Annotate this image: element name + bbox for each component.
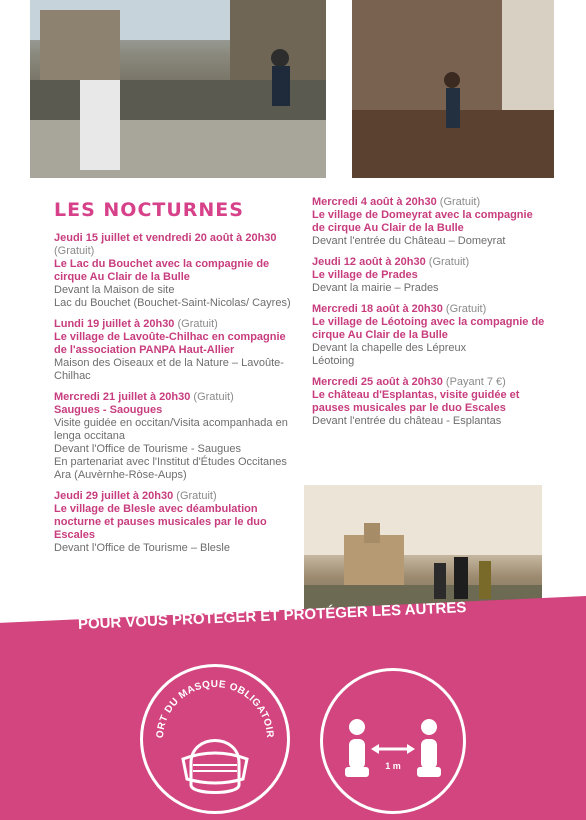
event-esplantas [312,376,548,428]
event-location: Devant la mairie – Prades [312,282,439,294]
event-name: Le village de Blesle avec déambulation nocturne et pauses musicales par le duo Escales [54,503,267,541]
event-location: Devant l'Office de Tourisme - Saugues [54,443,241,455]
event-date: Jeudi 12 août à 20h30 [312,256,426,268]
event-location: Devant la Maison de site [54,284,175,296]
event-blesle [54,490,294,555]
event-name: Le village de Prades [312,269,418,281]
mask-badge [140,664,290,814]
event-date: Mercredi 18 août à 20h30 [312,303,443,315]
event-location: Devant l'entrée du Château – Domeyrat [312,235,506,247]
event-location: Visite guidée en occitan/Visita acompanhada en lenga occitana [54,417,288,442]
event-name: Saugues - Saougues [54,404,163,416]
mask-icon [143,667,287,811]
social-distance-icon [323,671,463,811]
event-location: Maison des Oiseaux et de la Nature – Lavoûte-Chilhac [54,357,284,382]
event-price: (Gratuit) [177,318,218,330]
events-column-right [312,196,548,436]
event-location: Devant l'entrée du château - Esplantas [312,415,502,427]
event-lac-du-bouchet [54,232,294,310]
event-name: Le château d'Esplantas, visite guidée et pauses musicales par le duo Escales [312,389,520,414]
event-location: Lac du Bouchet (Bouchet-Saint-Nicolas/ Cayres) [54,297,291,309]
event-date: Mercredi 25 août à 20h30 [312,376,443,388]
event-name: Le village de Domeyrat avec la compagnie de cirque Au Clair de la Bulle [312,209,533,234]
event-price: (Gratuit) [176,490,217,502]
distance-label: 1 m [385,761,401,771]
event-price: (Payant 7 €) [445,376,506,388]
event-date: Jeudi 15 juillet et vendredi 20 août à 20h30 [54,232,277,244]
photo-village-crowd [30,0,326,178]
photo-church-visitors [352,0,554,178]
event-prades [312,256,548,295]
event-date: Mercredi 4 août à 20h30 [312,196,437,208]
mask-caption: ORT DU MASQUE OBLIGATOIR [154,678,276,739]
event-location: Devant la chapelle des Lépreux [312,342,467,354]
photo-chapel-group [304,485,542,617]
distance-badge [320,668,466,814]
event-name: Le Lac du Bouchet avec la compagnie de cirque Au Clair de la Bulle [54,258,270,283]
event-name: Le village de Lavoûte-Chilhac en compagnie de l'association PANPA Haut-Allier [54,331,286,356]
event-price: (Gratuit) [193,391,234,403]
event-price: (Gratuit) [445,303,487,315]
event-price: (Gratuit) [439,196,481,208]
events-column-left [54,232,294,563]
event-location: En partenariat avec l'Institut d'Études Occitanes Ara (Auvèrnhe-Ròse-Aups) [54,456,287,481]
event-domeyrat [312,196,548,248]
event-date: Jeudi 29 juillet à 20h30 [54,490,174,502]
event-price: (Gratuit) [428,256,470,268]
event-name: Le village de Léotoing avec la compagnie de cirque Au Clair de la Bulle [312,316,545,341]
event-lavoute-chilhac [54,318,294,383]
event-location: Devant l'Office de Tourisme – Blesle [54,542,230,554]
page-title: LES NOCTURNES [54,199,244,221]
event-price: (Gratuit) [54,245,95,257]
event-saugues [54,391,294,482]
safety-title: POUR VOUS PROTÉGER ET PROTÉGER LES AUTRES [77,599,467,633]
event-leotoing [312,303,548,368]
event-location: Léotoing [312,355,355,367]
svg-text:PORT DU MASQUE OBLIGATOIRE [143,667,275,739]
event-date: Lundi 19 juillet à 20h30 [54,318,175,330]
event-date: Mercredi 21 juillet à 20h30 [54,391,191,403]
